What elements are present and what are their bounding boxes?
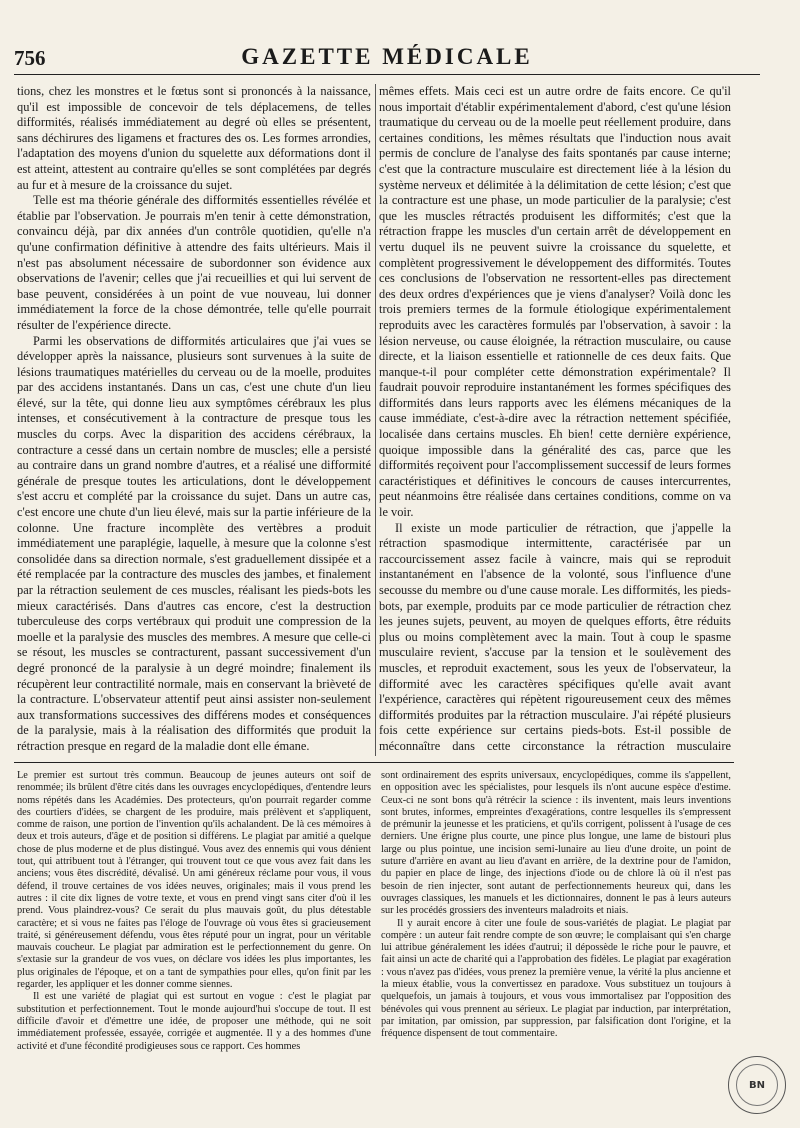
paragraph [17, 755, 371, 756]
paragraph: Il y aurait encore à citer une foule de sous-variétés de plagiat. Le plagiat par compère : un auteur fait rendre compte de son œuvre; le complaisant qui s'en charge lui attribue généralement les idées d'autrui; il dépossède le riche pour le pauvre, et fait ainsi un acte de charité qui a l'approbation des fidèles. Le plagiat par exagération : vous n'avez pas d'idées, vous prenez la première venue, la vérité la plus ancienne et la mieux établie, vous la convertissez en paradoxe. Vous substituez un toujours à quelquefois, un jamais à toujours, et vous vous immortalisez par l'opposition des bénévoles qui vous prennent au sérieux. Le plagiat par induction, par interprétation, par imitation, par omission, par suppression, par falsification dont l'origine, et la fréquence dispensent de tout commentaire. [381, 917, 731, 1040]
page-number: 756 [14, 46, 46, 70]
paragraph: Il existe un mode particulier de rétraction, que j'appelle la rétraction spasmodique intermittente, caractérisée par un raccourcissement assez facile à vaincre, mais qui se reproduit instantanément en l'absence de la volonté, sous l'influence d'une secousse du membre ou d'une cause morale. Les difformités, les pieds-bots, par exemple, produits par ce mode particulier de rétraction chez les jeunes sujets, peuvent, au moyen de quelques efforts, être réduits plus ou moins complètement avec la main. Tout à coup le spasme musculaire revient, s'accuse par la tension et le soulèvement des muscles, et reproduit exactement, sous les yeux de l'observateur, la difformité avec les caractères spécifiques qu'elle avait avant l'expérience, caractères qui répètent rigoureusement ceux des mêmes difformités produites par la rétraction musculaire. J'ai répété plusieurs fois cette expérience sur certains pieds-bots. Est-il possible de méconnaître dans cette circonstance la rétraction musculaire [379, 520, 731, 753]
paragraph: sont ordinairement des esprits universaux, encyclopédiques, comme ils s'appellent, en opposition avec les spécialistes, pour lesquels ils n'ont aucune espèce d'estime. Ceux-ci ne sont bons qu'à rétrécir la science : ils inventent, mais leurs inventions sont brutes, informes, empreintes d'exagérations, contre lesquelles ils s'empressent de prémunir la jeunesse et les praticiens, et qu'ils corrigent, polissent à l'usage de ces derniers. Une érigne plus courte, une pince plus longue, une lame de bistouri plus large ou plus pointue, une incision semi-lunaire au lieu d'une droite, un point de suture d'arrière en avant au lieu d'avant en arrière, de la dextrine pour de l'amidon, du papier en place de linge, des injections d'iode ou de chlore là où il n'est pas besoin de rien injecter, sont autant de perfectionnements heureux qui, dans les ouvrages classiques, les manuels et les dictionnaires, donnent le pas à leurs auteurs sur les procédés grossiers des inventeurs maladroits et niais. [381, 770, 731, 917]
journal-title: GAZETTE MÉDICALE [241, 44, 533, 69]
stamp-monogram: BN [736, 1064, 778, 1106]
upper-left-column [17, 84, 371, 756]
lower-left-column [17, 770, 371, 1090]
paragraph: tions, chez les monstres et le fœtus sont si prononcés à la naissance, qu'il est impossible de concevoir de tels déplacemens, de telles difformités, réalisés immédiatement au degré où elles se présentent, sans déchirures des ligamens et fractures des os. Les formes arrondies, l'adaptation des moyens d'union du squelette aux déformations dont il est atteint, attestent au contraire qu'elles se sont complétées par degrés au fur et à mesure de la croissance du sujet. [17, 84, 371, 192]
library-stamp-icon [728, 1056, 786, 1114]
column-divider [375, 84, 376, 756]
paragraph: Le premier est surtout très commun. Beaucoup de jeunes auteurs ont soif de renommée; ils brûlent d'être cités dans les ouvrages encyclopédiques, d'entendre leurs noms répétés dans les Académies. Des protecteurs, qu'on pourrait regarder comme des courtiers d'idées, se chargent de les produire, mais prélèvent et s'appliquent, comme de raison, une portion de l'invention qu'ils achalandent. De là ces mémoires à deux et trois auteurs, d'âge et de position si différens. Le plagiat par amitié a quelque chose de plus moderne et de plus distingué. Vous avez des ennemis qui vous dénient tout, qui attribuent tout à l'étranger, qui trouvent tout ce que vous avez fait dans les anciens; vous êtes discrédité, dévalisé. Un ami généreux réclame pour vous, il vous défend, il trouve certaines de vos idées neuves, originales; mais il vous prend les autres : il cite dix lignes de votre texte, et vous en prend vingt sans citer d'où il les prend. Vous plaindrez-vous? Ce serait du plus mauvais goût, du plus détestable caractère; et si vous ne faites pas l'éloge de l'ouvrage où vous êtes si gracieusement traité, si généreusement défendu, vous êtes réputé pour un ingrat, pour un véritable mauvais coucheur. Le plagiat par admiration est le perfectionnement du genre. On s'extasie sur la grandeur de vos vues, on déclare vos idées les plus importantes, les plus originales de l'époque, et on a tant de sympathies pour elles, qu'on finit par les regarder, les appliquer et les donner comme siennes. [17, 770, 371, 991]
feuilleton-rule [14, 762, 734, 763]
lower-right-column [381, 770, 731, 1090]
paragraph: mêmes effets. Mais ceci est un autre ordre de faits encore. Ce qu'il nous importait d'établir expérimentalement d'abord, c'est qu'une lésion traumatique du cerveau ou de la moelle peut réellement produire, dans certaines conditions, les mêmes résultats que l'induction nous avait permis de conclure de l'analyse des faits spontanés par cause interne; c'est que la contracture musculaire est directement liée à la lésion du système nerveux et délimitée à la délimitation de cette lésion; c'est que la contracture est une phase, un mode particulier de la paralysie; c'est que les muscles rétractés produisent les difformités; c'est que la rétraction frappe les muscles d'un certain arrêt de développement en vertu duquel ils ne peuvent suivre la croissance du squelette, et complètent progressivement le développement des difformités. Toutes ces conclusions de l'observation ne ressortent-elles pas directement des deux ordres d'expériences que je viens d'analyser? Voilà donc les trois premiers termes de la formule étiologique expérimentalement reproduits avec les caractères formulés par l'observation, à savoir : la lésion nerveuse, ou cause éloignée, la rétraction musculaire, ou cause directe, et la liaison essentielle et rationnelle de ces deux faits. Que manque-t-il pour compléter cette démonstration expérimentale? Il faudrait pouvoir reproduire instantanément les formes spécifiques des difformités dans leurs rapports avec les élémens mécaniques de la cause immédiate, c'est-à-dire avec la rétraction nettement spécifiée, localisée dans certains muscles. Eh bien! cette dernière expérience, quoique impossible dans la généralité des cas, parce que les difformités reçoivent pour l'accomplissement successif de leurs formes caractéristiques et définitives le concours de causes intercurrentes, peut néanmoins être réalisée dans certaines conditions, comme on va le voir. [379, 84, 731, 520]
paragraph: Telle est ma théorie générale des difformités essentielles révélée et établie par l'observation. Je pourrais m'en tenir à cette démonstration, convaincu déjà, par dix années d'un contrôle quotidien, qu'elle n'a qu'une confirmation définitive à attendre des faits ultérieurs. Mais il n'est pas absolument nécessaire de subordonner son évidence aux observations de l'avenir; celles que j'ai recueillies et qui lui servent de base peuvent, considérées à un point de vue nouveau, lui donner immédiatement la force de la chose démontrée, telle qu'elle pourrait résulter de l'expérience directe. [17, 193, 371, 332]
paragraph: Parmi les observations de difformités articulaires que j'ai vues se développer après la naissance, plusieurs sont survenues à la suite de lésions traumatiques matérielles du cerveau ou de la moelle, produites par des accidens instantanés. Dans un cas, c'est une chute d'un lieu élevé, sur la tête, qui donne lieu aux symptômes cérébraux les plus intenses, et consécutivement à la contracture de presque tous les muscles du corps. Avec la disparition des accidens cérébraux, la contracture a cessé dans un certain nombre de muscles; elle a persisté au contraire dans un grand nombre d'autres, et a réalisé une difformité générale de presque toutes les articulations, dont le développement s'est accru et complété par la croissance du sujet. Dans un autre cas, c'est encore une chute d'un lieu élevé, mais sur la partie inférieure de la colonne. Une fracture incomplète des vertèbres a produit immédiatement une paraplégie, laquelle, à mesure que la colonne s'est consolidée dans sa direction normale, s'est graduellement dissipée et a été remplacée par la contracture des muscles des jambes, et finalement par la rétraction seulement de ces muscles, réalisant les pieds-bots les mieux caractérisés. Dans d'autres cas encore, c'est la destruction tuberculeuse des corps vertébraux qui produit une compression de la moelle et la paralysie des muscles des membres. A mesure que celle-ci se résout, les muscles se contracturent, passant successivement d'un degré prononcé de la paralysie à un degré moindre; finalement ils récupèrent leur contractilité normale, mais en conservant la brièveté de la contracture. L'observateur attentif peut ainsi assister non-seulement aux transformations successives des différens modes et conséquences de la paralysie, mais à la réalisation des difformités que produit la rétraction presque en regard de la maladie dont elle émane. [17, 333, 371, 753]
masthead [14, 40, 760, 75]
paragraph: Il est une variété de plagiat qui est surtout en vogue : c'est le plagiat par substitution et perfectionnement. Tout le monde aujourd'hui s'occupe de tout. Il est difficile d'avoir et d'émettre une idée, de proposer une méthode, qui ne soit immédiatement professée, essayée, corrigée et augmentée. Il y a des hommes d'une activité et d'une fécondité prodigieuses sous ce rapport. Ces hommes [17, 991, 371, 1052]
upper-right-column [379, 84, 731, 756]
